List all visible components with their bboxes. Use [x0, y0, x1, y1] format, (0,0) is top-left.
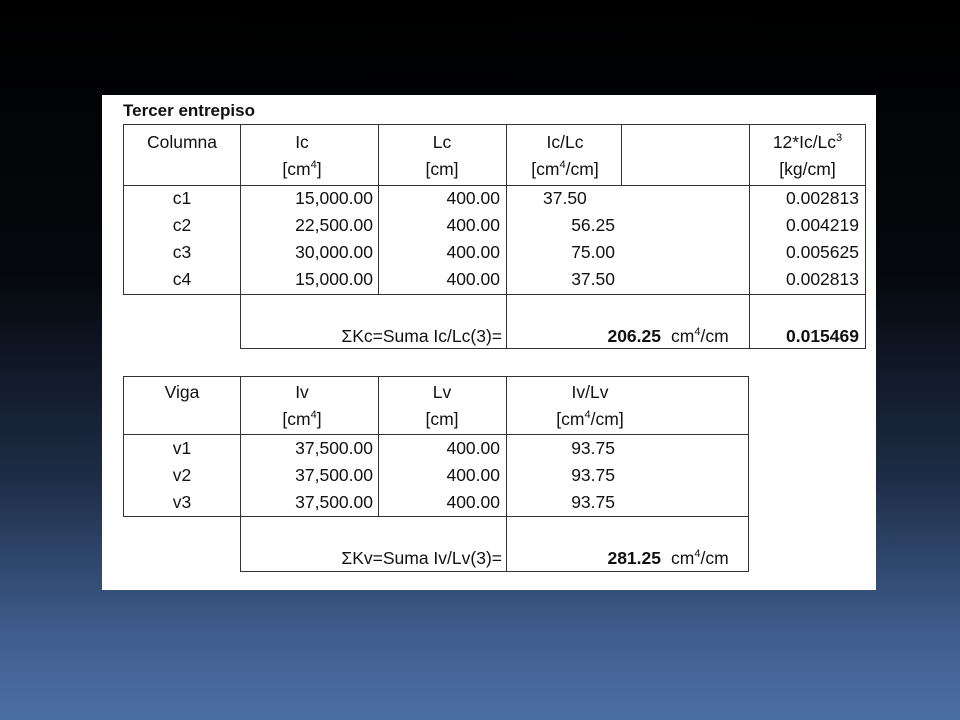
row-ic: 30,000.00 — [295, 242, 373, 262]
sum-k-total: 0.015469 — [786, 326, 859, 346]
row-iv: 37,500.00 — [295, 492, 373, 512]
row-k: 0.005625 — [786, 242, 859, 262]
sum-kc-value: 206.25 — [607, 326, 661, 346]
row-lc: 400.00 — [446, 188, 500, 208]
row-ratio: 56.25 — [571, 215, 615, 235]
header-ic: Ic — [295, 132, 309, 152]
header-lc-unit: [cm] — [425, 159, 459, 179]
header-lv-unit: [cm] — [425, 409, 459, 429]
row-k: 0.002813 — [786, 188, 859, 208]
grid-line — [240, 348, 866, 349]
header-columna: Columna — [146, 132, 218, 152]
row-ratio: 37.50 — [571, 269, 615, 289]
header-k: 12*Ic/Lc$^3$ — [772, 132, 843, 152]
row-name: c1 — [172, 188, 192, 208]
header-k-unit: [kg/cm] — [779, 159, 836, 179]
grid-line — [123, 516, 749, 517]
header-viga: Viga — [164, 382, 200, 402]
grid-line — [123, 294, 866, 295]
grid-line — [240, 571, 749, 572]
header-iv-lv-unit: $[cm^4/cm]$ — [556, 409, 624, 429]
header-iv-unit: $[cm^4]$ — [282, 409, 322, 429]
row-k: 0.002813 — [786, 269, 859, 289]
row-ratio: 93.75 — [571, 492, 615, 512]
grid-line — [123, 434, 749, 435]
row-ic: 15,000.00 — [295, 269, 373, 289]
row-lv: 400.00 — [446, 492, 500, 512]
row-lv: 400.00 — [446, 438, 500, 458]
header-ic-lc-unit: $[cm^4/cm]$ — [531, 159, 599, 179]
row-ic: 15,000.00 — [295, 188, 373, 208]
row-ratio: 93.75 — [571, 438, 615, 458]
header-iv-lv: Iv/Lv — [571, 382, 609, 402]
grid-line — [123, 124, 866, 125]
row-name: v2 — [172, 465, 192, 485]
row-iv: 37,500.00 — [295, 438, 373, 458]
grid-line — [865, 124, 866, 349]
header-ic-unit: $[cm^4]$ — [282, 159, 322, 179]
grid-line — [748, 376, 749, 572]
row-ic: 22,500.00 — [295, 215, 373, 235]
row-name: c4 — [172, 269, 192, 289]
row-name: c2 — [172, 215, 192, 235]
row-lc: 400.00 — [446, 215, 500, 235]
row-lc: 400.00 — [446, 242, 500, 262]
sum-kv-value: 281.25 — [607, 548, 661, 568]
sum-kc-unit: $cm^4/cm$ — [671, 326, 729, 346]
row-ratio: 75.00 — [571, 242, 615, 262]
row-lc: 400.00 — [446, 269, 500, 289]
header-ic-lc: Ic/Lc — [546, 132, 584, 152]
row-ratio: 37.50 — [543, 188, 587, 208]
header-lc: Lc — [432, 132, 452, 152]
row-name: c3 — [172, 242, 192, 262]
sum-kc-label: ΣKc=Suma Ic/Lc(3)= — [341, 326, 502, 346]
header-iv: Iv — [295, 382, 309, 402]
row-k: 0.004219 — [786, 215, 859, 235]
row-name: v1 — [172, 438, 192, 458]
spreadsheet-sheet — [102, 95, 876, 590]
grid-line — [123, 185, 866, 186]
row-iv: 37,500.00 — [295, 465, 373, 485]
sum-kv-label: ΣKv=Suma Iv/Lv(3)= — [341, 548, 502, 568]
row-name: v3 — [172, 492, 192, 512]
header-lv: Lv — [432, 382, 452, 402]
sheet-title: Tercer entrepiso — [123, 101, 255, 120]
row-lv: 400.00 — [446, 465, 500, 485]
sum-kv-unit: $cm^4/cm$ — [671, 548, 729, 568]
row-ratio: 93.75 — [571, 465, 615, 485]
grid-line — [123, 376, 749, 377]
